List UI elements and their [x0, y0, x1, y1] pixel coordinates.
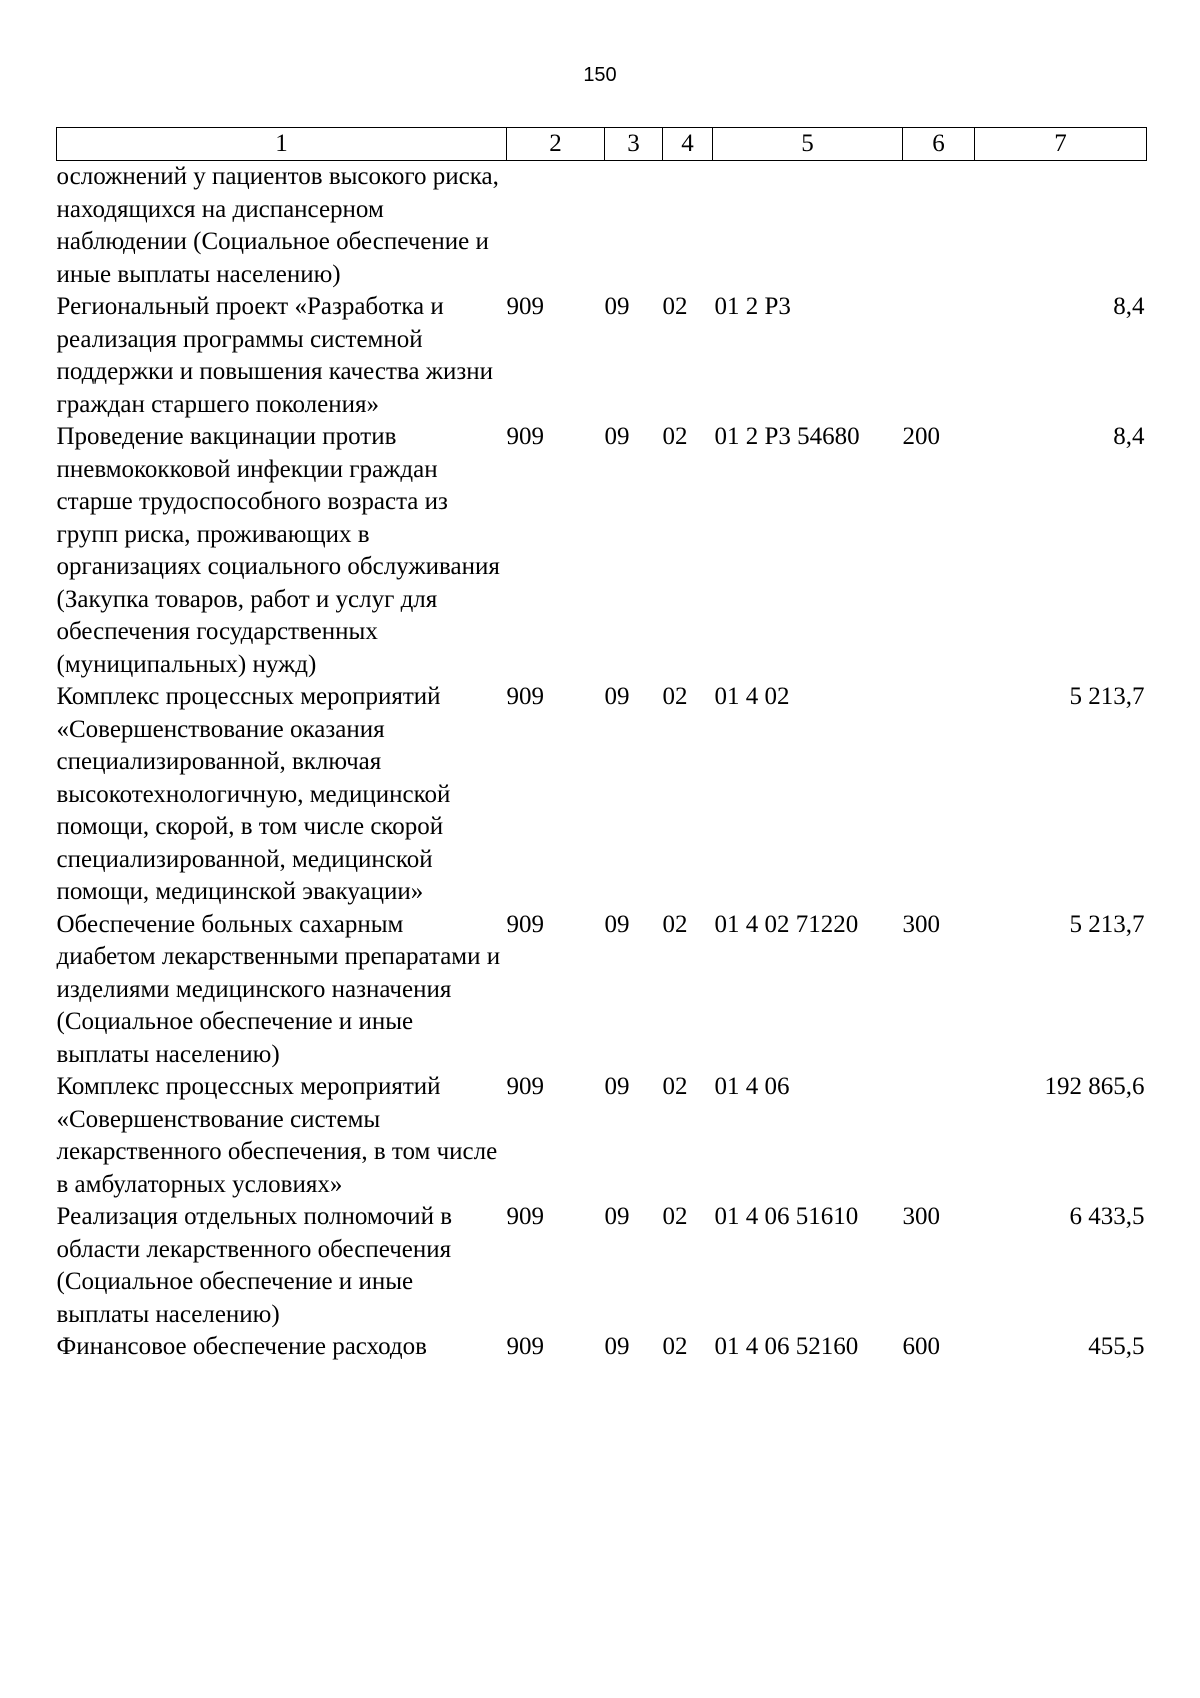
budget-table: [56, 127, 1147, 1364]
table-row: [57, 1201, 1147, 1331]
row-gr-code: 909: [506, 1333, 544, 1360]
row-expense-type: [903, 291, 975, 421]
table-row: [57, 1071, 1147, 1201]
row-subsection-code: 02: [662, 1073, 688, 1100]
row-target-article: 01 4 06: [714, 1073, 790, 1100]
header-row: [57, 128, 1147, 161]
row-expense-type: 600: [902, 1333, 940, 1360]
row-name: осложнений у пациентов высокого риска, находящихся на диспансерном наблюдении (Социальное обеспечение и иные выплаты населению): [56, 163, 499, 288]
header-col-7: 7: [975, 128, 1147, 161]
row-target-article: [713, 161, 903, 292]
header-col-6: 6: [903, 128, 975, 161]
row-name: Финансовое обеспечение расходов: [56, 1333, 427, 1360]
row-target-article: 01 4 02 71220: [714, 910, 859, 938]
row-target-article: 01 4 06 52160: [714, 1333, 859, 1360]
row-expense-type: 300: [902, 1203, 940, 1230]
row-name: Реализация отдельных полномочий в области лекарственного обеспечения (Социальное обеспечение и иные выплаты населению): [56, 1203, 452, 1328]
row-target-article: 01 4 06 51610: [714, 1203, 859, 1230]
row-expense-type: 200: [902, 423, 940, 450]
table-row: [57, 681, 1147, 909]
row-amount: 8,4: [1113, 423, 1145, 450]
row-expense-type: 300: [902, 910, 940, 938]
row-gr-code: 909: [506, 1073, 544, 1100]
row-section-code: 09: [604, 1203, 630, 1230]
header-col-4: 4: [663, 128, 713, 161]
row-name: Региональный проект «Разработка и реализация программы системной поддержки и повышения качества жизни граждан старшего поколения»: [56, 293, 493, 418]
row-amount: 5 213,7: [1069, 910, 1145, 938]
row-name: Комплекс процессных мероприятий «Совершенствование системы лекарственного обеспечения, в том числе в амбулаторных условиях»: [56, 1073, 498, 1198]
table-row: [57, 1331, 1147, 1364]
row-expense-type: [903, 1071, 975, 1201]
row-gr-code: 909: [506, 683, 544, 710]
row-name: Обеспечение больных сахарным диабетом лекарственными препаратами и изделиями медицинского назначения (Социальное обеспечение и иные выплаты населению): [56, 910, 501, 1068]
table-row: [57, 421, 1147, 681]
header-col-1: 1: [57, 128, 507, 161]
row-section-code: [605, 161, 663, 292]
row-amount: 192 865,6: [1044, 1073, 1145, 1100]
row-amount: [975, 161, 1147, 292]
row-expense-type: [903, 161, 975, 292]
row-gr-code: [507, 161, 605, 292]
row-gr-code: 909: [506, 423, 544, 450]
row-section-code: 09: [604, 683, 630, 710]
row-section-code: 09: [604, 1333, 630, 1360]
row-subsection-code: 02: [662, 683, 688, 710]
table-row: [57, 909, 1147, 1072]
row-amount: 455,5: [1088, 1333, 1145, 1360]
row-section-code: 09: [604, 1073, 630, 1100]
row-name: Комплекс процессных мероприятий «Совершенствование оказания специализированной, включая высокотехнологичную, медицинской помощи, скорой, в том числе скорой специализированной, медицинской помощи, медицинской эвакуации»: [56, 683, 451, 905]
row-gr-code: 909: [506, 1203, 544, 1230]
row-amount: 6 433,5: [1069, 1203, 1145, 1230]
row-name: Проведение вакцинации против пневмококковой инфекции граждан старше трудоспособного возраста из групп риска, проживающих в организациях социального обслуживания (Закупка товаров, работ и услуг для обеспечения государственных (муниципальных) нужд): [56, 423, 500, 678]
row-amount: 8,4: [1113, 293, 1145, 320]
row-subsection-code: 02: [662, 1203, 688, 1230]
row-subsection-code: 02: [662, 1333, 688, 1360]
page-number: 150: [583, 64, 617, 86]
row-section-code: 09: [604, 423, 630, 450]
header-col-5: 5: [713, 128, 903, 161]
row-target-article: 01 4 02: [714, 683, 790, 710]
row-section-code: 09: [604, 910, 630, 938]
row-gr-code: 909: [506, 293, 544, 320]
row-section-code: 09: [604, 293, 630, 320]
header-col-3: 3: [605, 128, 663, 161]
table-row: [57, 291, 1147, 421]
row-subsection-code: 02: [662, 910, 688, 938]
header-col-2: 2: [507, 128, 605, 161]
row-subsection-code: [663, 161, 713, 292]
row-gr-code: 909: [506, 910, 544, 938]
row-amount: 5 213,7: [1069, 683, 1145, 710]
row-subsection-code: 02: [662, 423, 688, 450]
row-subsection-code: 02: [662, 293, 688, 320]
row-target-article: 01 2 Р3: [714, 293, 791, 320]
row-target-article: 01 2 Р3 54680: [714, 423, 860, 450]
row-expense-type: [903, 681, 975, 909]
table-row: [57, 161, 1147, 292]
